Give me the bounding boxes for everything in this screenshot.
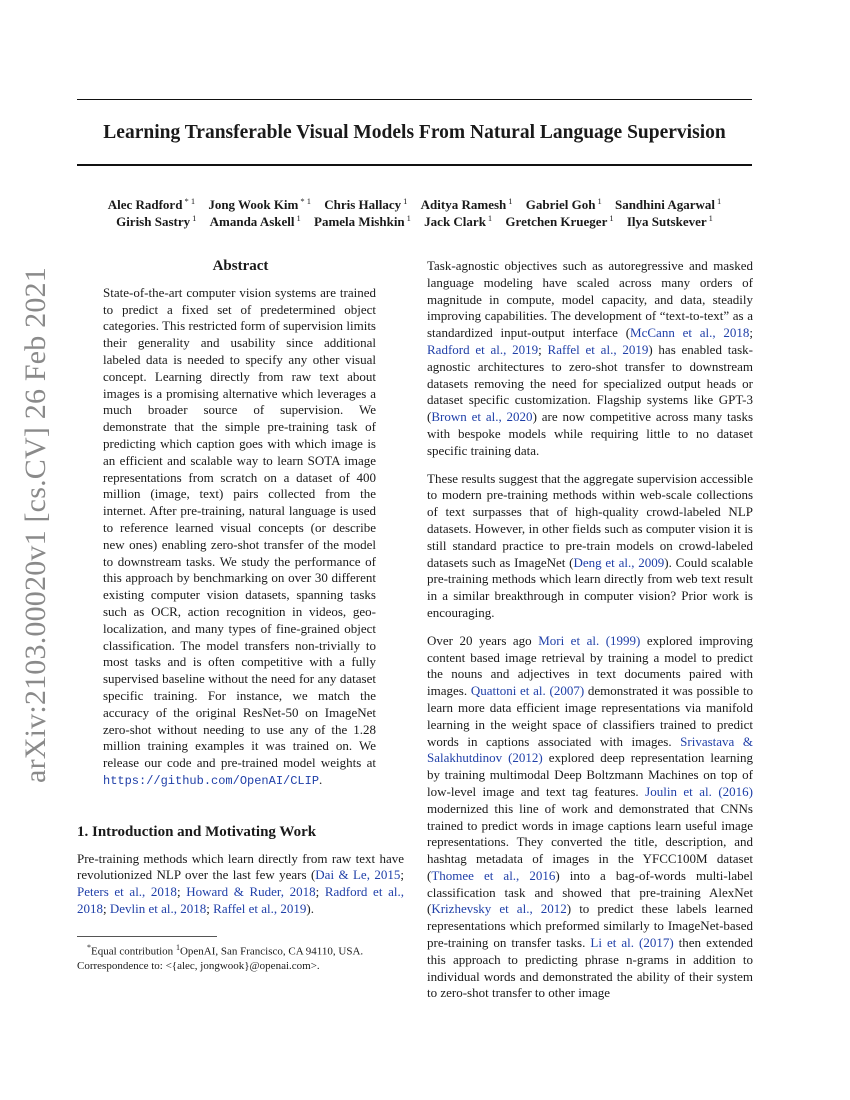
author: Chris Hallacy $^1$ [324, 196, 408, 213]
citation-link[interactable]: Quattoni et al. (2007) [470, 683, 585, 699]
right-column [427, 258, 753, 1013]
intro-paragraph-3: These results suggest that the aggregate supervision accessible to modern pre-training methods within web-scale collections of text surpasses that of high-quality crowd-labeled NLP datasets. However, in other fields such as computer vision it is still standard practice to pre-train models on crowd-labeled datasets such as ImageNet (Deng et al., 2009). Could scalable pre-training methods which learn directly from web text result in a similar breakthrough in computer vision? Prior work is encouraging. [427, 470, 754, 620]
author: Sandhini Agarwal $^1$ [614, 196, 722, 213]
footnote-text: *Equal contribution $^1$OpenAI, San Francisco, CA 94110, USA. Correspondence to: <{alec, jongwook}@openai.com>. [77, 943, 364, 972]
citation-link[interactable]: Raffel et al., 2019 [213, 900, 307, 916]
author: Jack Clark $^1$ [424, 213, 493, 230]
intro-paragraph-1: Pre-training methods which learn directly from raw text have revolutionized NLP over the last few years (Dai & Le, 2015; Peters et al., 2018; Howard & Ruder, 2018; Radford et al., 2018; Devlin et al., 2018; Raffel et al., 2019). [77, 850, 404, 916]
author: Ilya Sutskever $^1$ [626, 213, 713, 230]
citation-link[interactable]: Srivastava & Salakhutdinov (2012) [427, 733, 753, 766]
correspondence: Correspondence to: <{alec, jongwook}@openai.com>. [77, 959, 320, 972]
citation-link[interactable]: Devlin et al., 2018 [109, 900, 207, 916]
author: Alec Radford $^{* 1}$ [107, 196, 196, 213]
citation-link[interactable]: Dai & Le, 2015 [315, 867, 401, 883]
author: Girish Sastry $^1$ [116, 213, 197, 230]
citation-link[interactable]: Deng et al., 2009 [573, 554, 665, 570]
intro-paragraph-2: Task-agnostic objectives such as autoregressive and masked language modeling have scaled across many orders of magnitude in compute, model capacity, and data, steadily improving capabilities. The development of “text-to-text” as a standardized input-output interface (McCann et al., 2018; Radford et al., 2019; Raffel et al., 2019) has enabled task-agnostic architectures to zero-shot transfer to downstream datasets removing the need for specialized output heads or dataset specific customization. Flagship systems like GPT-3 (Brown et al., 2020) are now competitive across many tasks with bespoke models while requiring little to no dataset specific training data. [427, 258, 754, 458]
section-heading-introduction: 1. Introduction and Motivating Work [77, 823, 317, 840]
citation-link[interactable]: Joulin et al. (2016) [645, 783, 753, 799]
author: Gabriel Goh $^1$ [525, 196, 602, 213]
author: Gretchen Krueger $^1$ [505, 213, 614, 230]
author-list-line-2 [77, 213, 752, 230]
abstract-heading: Abstract [212, 258, 269, 274]
author: Jong Wook Kim $^{* 1}$ [208, 196, 311, 213]
citation-link[interactable]: Raffel et al., 2019 [547, 341, 649, 357]
paper-title: Learning Transferable Visual Models From Natural Language Supervision [103, 122, 726, 143]
citation-link[interactable]: Thomee et al., 2016 [431, 867, 556, 883]
citation-link[interactable]: Brown et al., 2020 [431, 409, 533, 425]
citation-link[interactable]: McCann et al., 2018 [630, 325, 750, 341]
citation-link[interactable]: Radford et al., 2019 [427, 341, 539, 357]
abstract-body: State-of-the-art computer vision systems are trained to predict a fixed set of predetermined object categories. This restricted form of supervision limits their generality and usability since additional labeled data is needed to specify any other visual concept. Learning directly from raw text about images is a promising alternative which leverages a much broader source of supervision. We demonstrate that the simple pre-training task of predicting which caption goes with which image is an efficient and scalable way to learn SOTA image representations from scratch on a dataset of 400 million (image, text) pairs collected from the internet. After pre-training, natural language is used to reference learned visual concepts (or describe new ones) enabling zero-shot transfer of the model to downstream tasks. We study the performance of this approach by benchmarking on over 30 different existing computer vision datasets, spanning tasks such as OCR, action recognition in videos, geo-localization, and many types of fine-grained object classification. The model transfers non-trivially to most tasks and is often competitive with a fully supervised baseline without the need for any dataset specific training. For instance, we match the accuracy of the original ResNet-50 on ImageNet zero-shot without needing to use any of the 1.28 million training examples it was trained on. We release our code and pre-trained model weights at https://github.com/OpenAI/CLIP. [103, 284, 376, 788]
citation-link[interactable]: Mori et al. (1999) [538, 632, 641, 648]
footnote [77, 935, 404, 973]
code-link[interactable]: https://github.com/OpenAI/CLIP [103, 773, 320, 788]
citation-link[interactable]: Krizhevsky et al., 2012 [431, 901, 567, 917]
title-bottom-rule [77, 164, 752, 166]
author: Pamela Mishkin $^1$ [314, 213, 411, 230]
author: Amanda Askell $^1$ [209, 213, 301, 230]
citation-link[interactable]: Radford et al., 2018 [77, 884, 404, 916]
citation-link[interactable]: Li et al. (2017) [590, 935, 674, 951]
author-list-line-1 [77, 196, 752, 213]
author: Aditya Ramesh $^1$ [420, 196, 513, 213]
title-top-rule [77, 99, 752, 100]
left-column [77, 258, 404, 928]
citation-link[interactable]: Howard & Ruder, 2018 [186, 884, 316, 900]
intro-paragraph-4: Over 20 years ago Mori et al. (1999) explored improving content based image retrieval by training a model to predict the nouns and adjectives in text documents paired with images. Quattoni et al. (2007) demonstrated it was possible to learn more data efficient image representations via manifold learning in the weight space of classifiers trained to predict words in captions associated with images. Srivastava & Salakhutdinov (2012) explored deep representation learning by training multimodal Deep Boltzmann Machines on top of low-level image and text tag features. Joulin et al. (2016) modernized this line of work and demonstrated that CNNs trained to predict words in image captions learn useful image representations. They converted the title, description, and hashtag metadata of images in the YFCC100M dataset (Thomee et al., 2016) into a bag-of-words multi-label classification task and showed that pre-training AlexNet (Krizhevsky et al., 2012) to predict these labels learned representations which preformed similarly to ImageNet-based pre-training on transfer tasks. Li et al. (2017) then extended this approach to predicting phrase n-grams in addition to individual words and demonstrated the ability of their system to zero-shot transfer to other image [427, 632, 754, 1001]
citation-link[interactable]: Peters et al., 2018 [77, 884, 177, 900]
arxiv-identifier-stamp: arXiv:2103.00020v1 [cs.CV] 26 Feb 2021 [19, 267, 52, 783]
